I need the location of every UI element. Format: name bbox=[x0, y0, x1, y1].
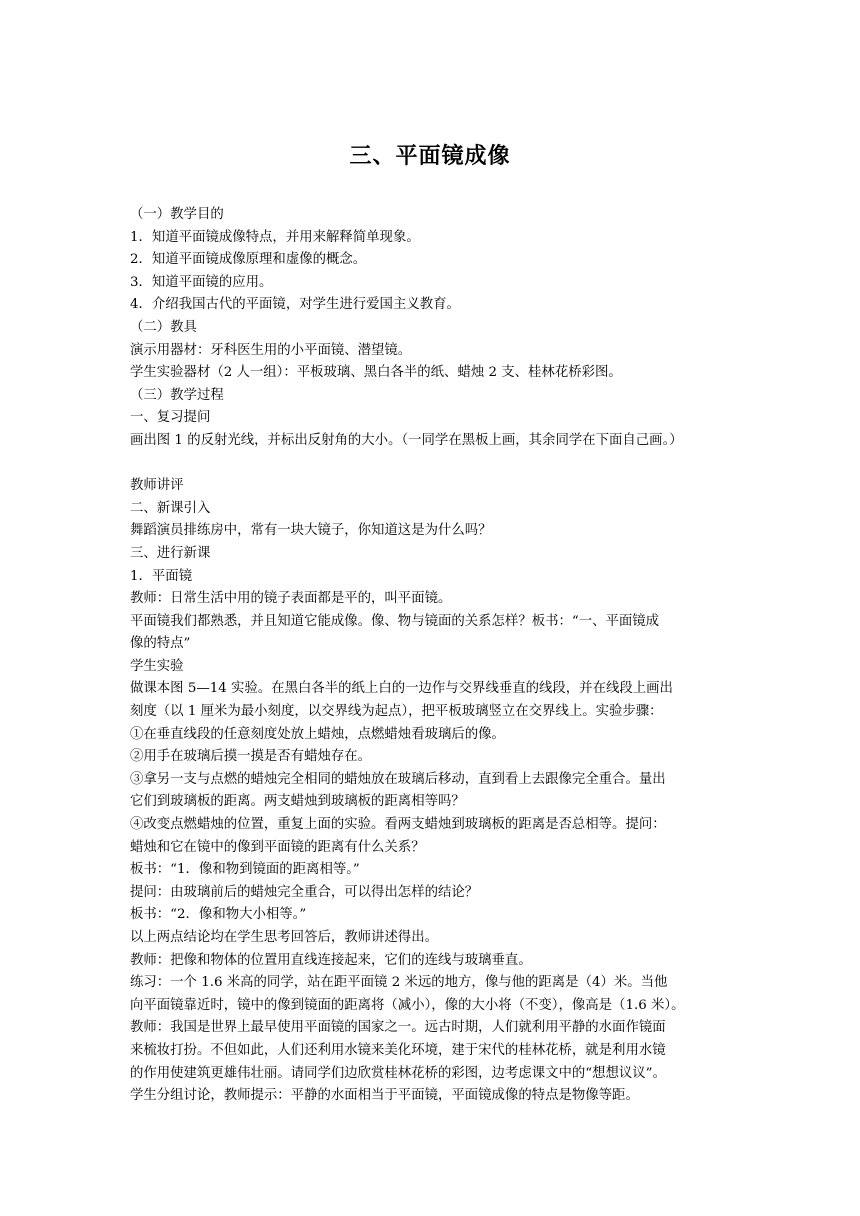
text-line: 的作用使建筑更雄伟壮丽。请同学们边欣赏桂林花桥的彩图，边考虑课文中的“想想议议”。 bbox=[130, 1065, 666, 1081]
text-line: 1．知道平面镜成像特点，并用来解释简单现象。 bbox=[130, 229, 420, 245]
text-line: ③拿另一支与点燃的蜡烛完全相同的蜡烛放在玻璃后移动，直到看上去跟像完全重合。量出 bbox=[130, 771, 666, 787]
text-line: 2．知道平面镜成像原理和虚像的概念。 bbox=[130, 252, 367, 268]
text-line: （一）教学目的 bbox=[130, 207, 224, 222]
text-line: 板书：“2．像和物大小相等。” bbox=[130, 907, 307, 923]
text-line: 练习：一个 1.6 米高的同学，站在距平面镜 2 米远的地方，像与他的距离是（4）米。当他 bbox=[130, 975, 668, 991]
text-line: 学生实验器材（2 人一组）：平板玻璃、黑白各半的纸、蜡烛 2 支、桂林花桥彩图。 bbox=[130, 365, 622, 381]
text-line: （二）教具 bbox=[130, 319, 197, 335]
text-line: ①在垂直线段的任意刻度处放上蜡烛，点燃蜡烛看玻璃后的像。 bbox=[130, 726, 505, 742]
text-line: 来梳妆打扮。不但如此，人们还利用水镜来美化环境，建于宋代的桂林花桥，就是利用水镜 bbox=[130, 1042, 666, 1058]
text-line: ②用手在玻璃后摸一摸是否有蜡烛存在。 bbox=[130, 749, 372, 765]
text-line: 刻度（以 1 厘米为最小刻度，以交界线为起点），把平板玻璃竖立在交界线上。实验步骤： bbox=[130, 704, 663, 720]
text-line: （三）教学过程 bbox=[130, 387, 224, 403]
text-line: 舞蹈演员排练房中，常有一块大镜子，你知道这是为什么吗？ bbox=[130, 523, 492, 539]
text-line: 1．平面镜 bbox=[130, 568, 193, 584]
text-line: 一、复习提问 bbox=[130, 410, 211, 426]
text-line: 教师：日常生活中用的镜子表面都是平的，叫平面镜。 bbox=[130, 591, 452, 607]
text-line: 做课本图 5—14 实验。在黑白各半的纸上白的一边作与交界线垂直的线段，并在线段上画出 bbox=[130, 681, 673, 697]
text-line: 三、进行新课 bbox=[130, 545, 211, 561]
text-line: 画出图 1 的反射光线，并标出反射角的大小。（一同学在黑板上画，其余同学在下面自己画。） bbox=[130, 432, 683, 448]
text-line: 像的特点” bbox=[130, 636, 191, 652]
text-line: 以上两点结论均在学生思考回答后，教师讲述得出。 bbox=[130, 930, 438, 945]
text-line: 学生实验 bbox=[130, 658, 184, 674]
text-line: 演示用器材：牙科医生用的小平面镜、潜望镜。 bbox=[130, 342, 412, 358]
blank-line bbox=[130, 453, 732, 476]
text-line: 提问：由玻璃前后的蜡烛完全重合，可以得出怎样的结论？ bbox=[130, 884, 479, 900]
text-line: 板书：“1．像和物到镜面的距离相等。” bbox=[130, 862, 360, 878]
document-title: 三、平面镜成像 bbox=[349, 144, 511, 169]
text-line: 蜡烛和它在镜中的像到平面镜的距离有什么关系？ bbox=[130, 839, 425, 855]
text-line: 二、新课引入 bbox=[130, 500, 211, 516]
text-line: 平面镜我们都熟悉，并且知道它能成像。像、物与镜面的关系怎样？板书：“一、平面镜成 bbox=[130, 613, 660, 629]
text-line: 它们到玻璃板的距离。两支蜡烛到玻璃板的距离相等吗？ bbox=[130, 794, 465, 810]
text-line: 3．知道平面镜的应用。 bbox=[130, 274, 273, 290]
text-line: 4．介绍我国古代的平面镜，对学生进行爱国主义教育。 bbox=[130, 297, 460, 313]
text-line: 教师：把像和物体的位置用直线连接起来，它们的连线与玻璃垂直。 bbox=[130, 952, 532, 968]
text-line: 学生分组讨论，教师提示：平静的水面相当于平面镜，平面镜成像的特点是物像等距。 bbox=[130, 1088, 639, 1104]
text-line: ④改变点燃蜡烛的位置，重复上面的实验。看两支蜡烛到玻璃板的距离是否总相等。提问： bbox=[130, 817, 666, 833]
text-line: 教师讲评 bbox=[130, 478, 184, 494]
document-body bbox=[130, 204, 732, 1108]
text-line: 向平面镜靠近时，镜中的像到镜面的距离将（减小），像的大小将（不变），像高是（1.6 米）。 bbox=[130, 997, 685, 1013]
text-line: 教师：我国是世界上最早使用平面镜的国家之一。远古时期，人们就利用平静的水面作镜面 bbox=[130, 1020, 666, 1036]
